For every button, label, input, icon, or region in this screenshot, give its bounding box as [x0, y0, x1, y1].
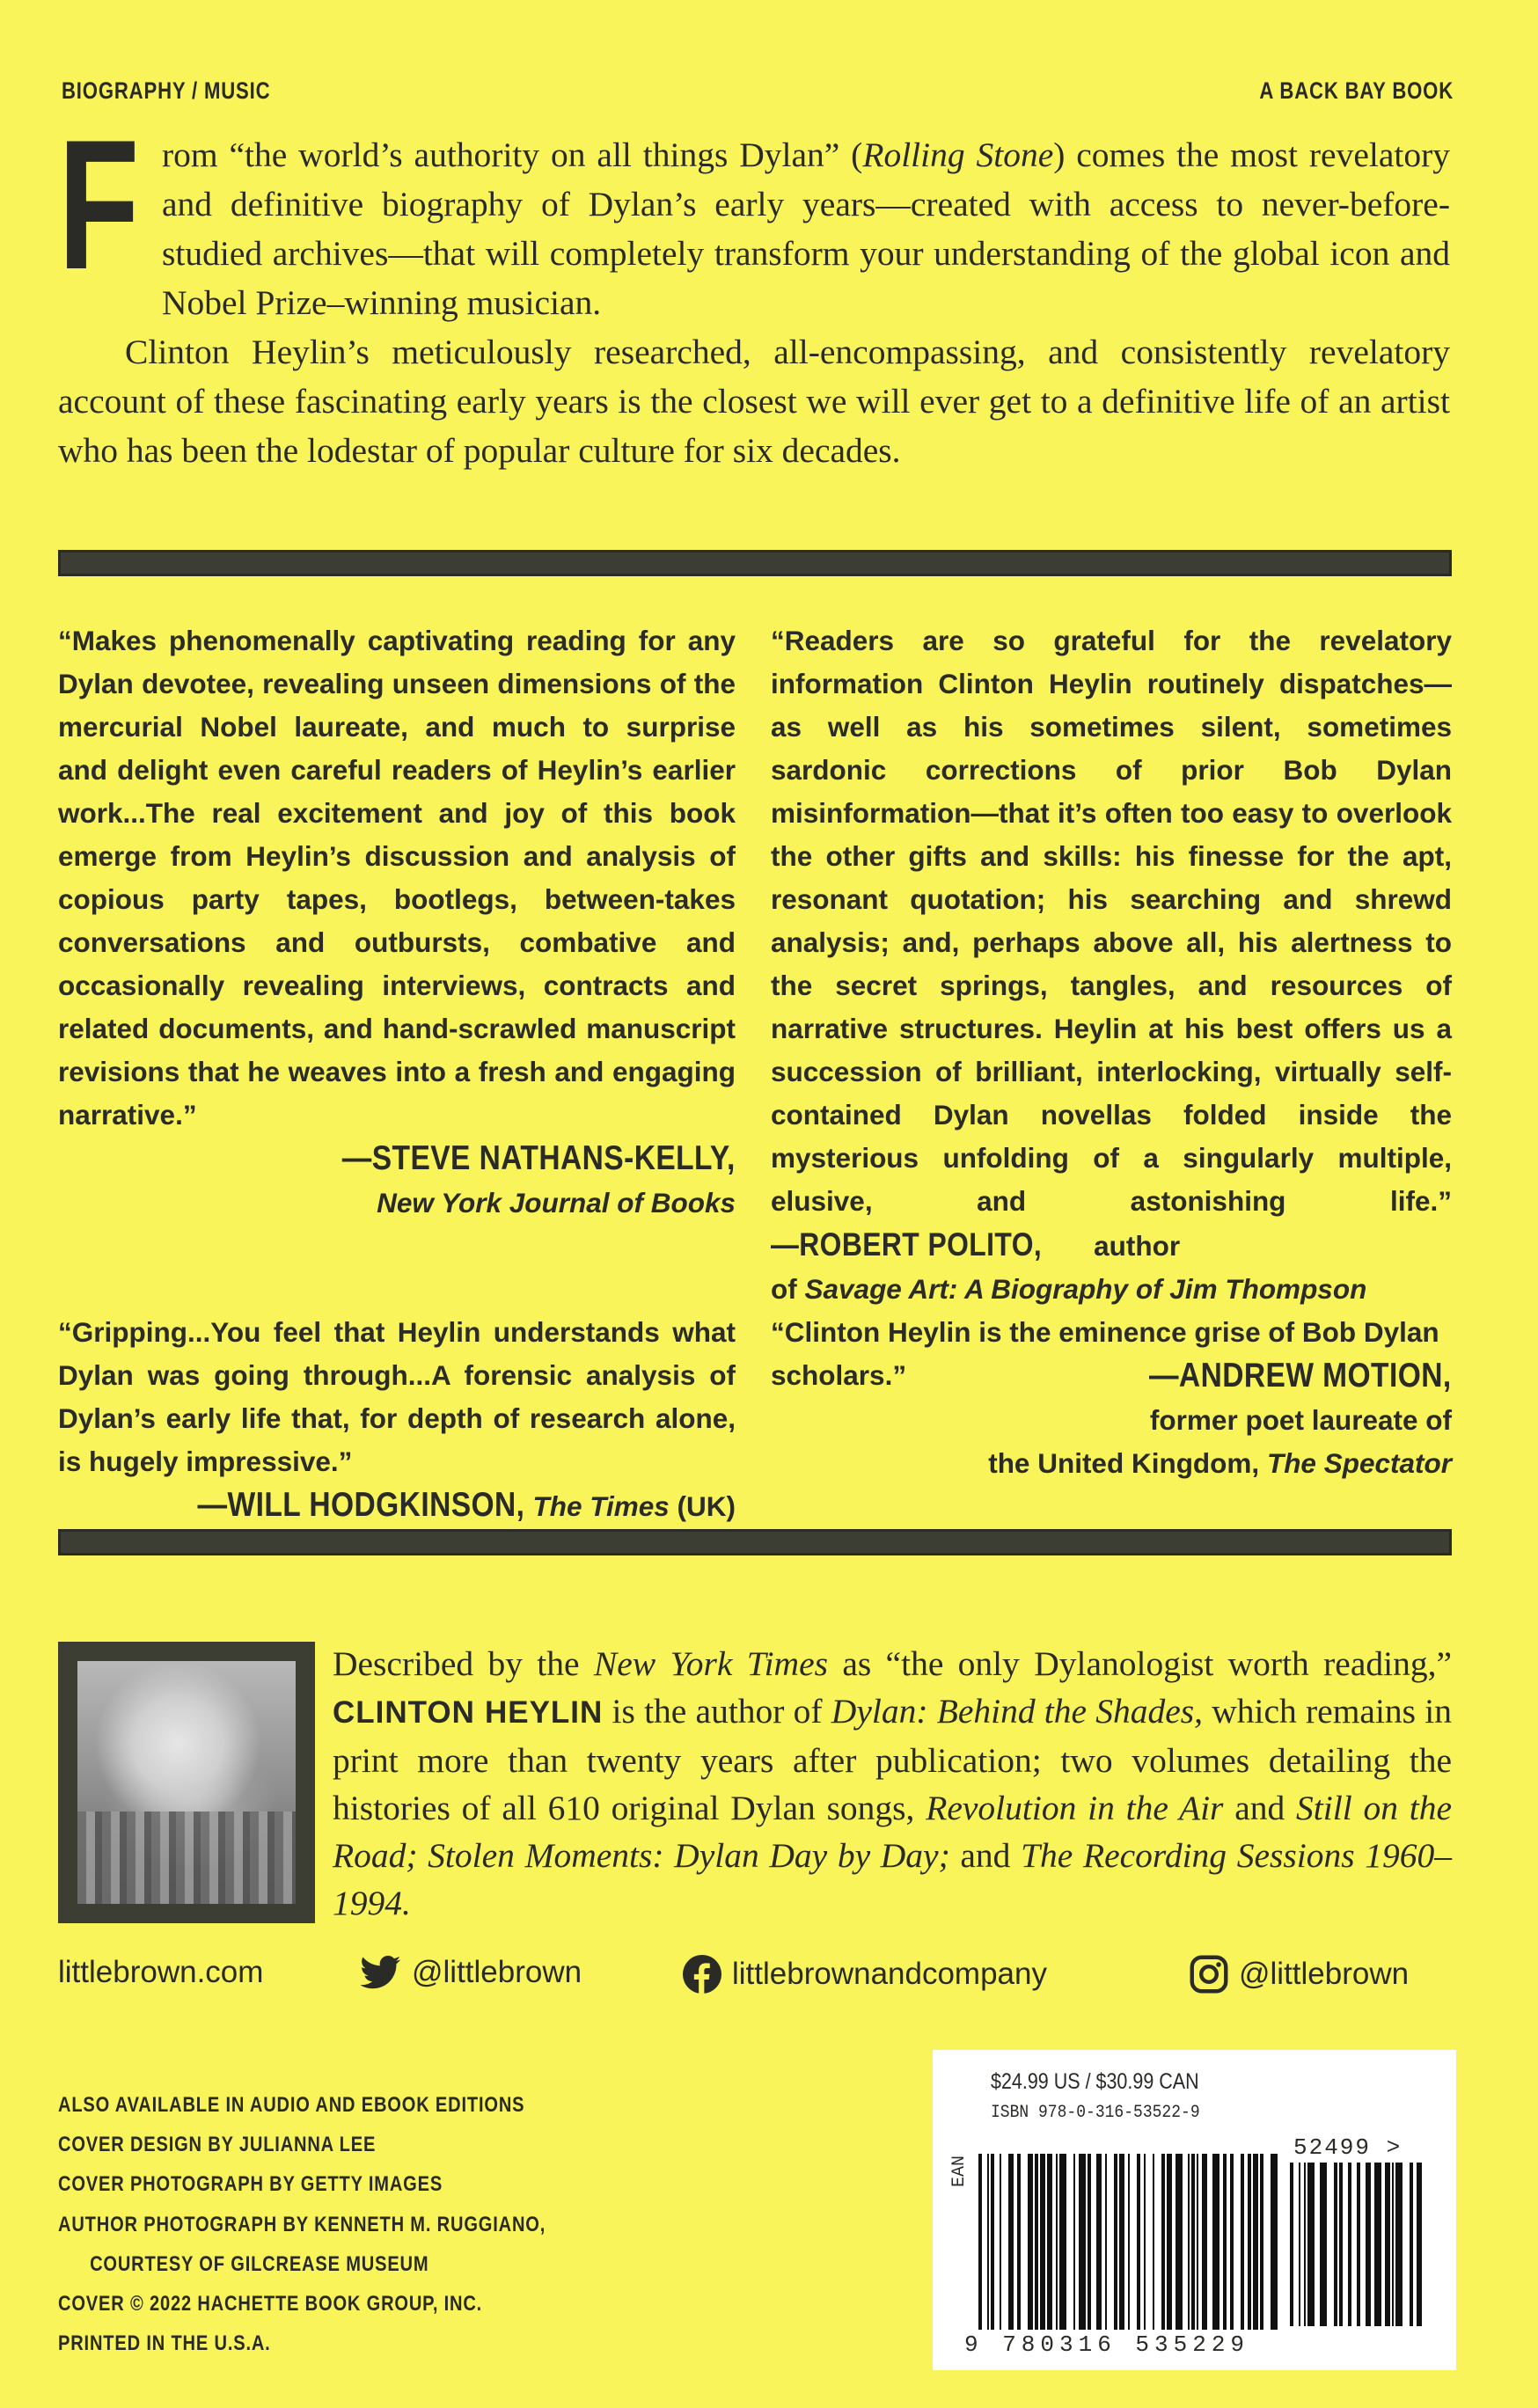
barcode-bar	[1271, 2154, 1278, 2330]
ean-barcode	[978, 2154, 1278, 2330]
bio-book-title: Dylan: Behind the Shades,	[831, 1692, 1204, 1731]
barcode-bar	[1040, 2154, 1045, 2330]
barcode-bar	[1223, 2154, 1227, 2330]
barcode-bar	[1385, 2163, 1390, 2326]
drop-cap: F	[58, 101, 140, 308]
review-quote	[771, 619, 1452, 1311]
barcode-bar	[1059, 2154, 1066, 2330]
barcode-bar	[1417, 2163, 1422, 2326]
twitter-link[interactable]	[361, 1955, 582, 1990]
barcode-bar	[1153, 2154, 1154, 2330]
barcode-bar	[1248, 2154, 1251, 2330]
barcode-bar	[978, 2154, 982, 2330]
quote-text: “Readers are so grateful for the revelatory information Clinton Heylin routinely dispatches—as well as his sometimes silent, sometimes sardonic corrections of prior Bob Dylan misinformation—that it’s often too easy to overlook the other gifts and skills: his finesse for the apt, resonant quotation; his searching and shrewd analysis; and, perhaps above all, his alertness to the secret springs, tangles, and resources of narrative structures. Heylin at his best offers us a succession of brilliant, interlocking, virtually self-contained Dylan novellas folded inside the mysterious unfolding of a singularly multiple, elusive, and astonishing life.”	[771, 625, 1452, 1217]
barcode-bar	[1119, 2154, 1124, 2330]
imprint-label: A BACK BAY BOOK	[1259, 77, 1454, 104]
quote-text: “Clinton Heylin is the eminence grise of Bob Dylan scholars.”	[771, 1316, 1439, 1391]
credit-line: AUTHOR PHOTOGRAPH BY KENNETH M. RUGGIANO,	[58, 2212, 546, 2236]
instagram-link[interactable]	[1190, 1955, 1409, 1994]
bio-text: which remains in print more than twenty years after publication; two volumes detailing the histories of all 610 original Dylan songs,	[333, 1692, 1452, 1827]
category-label: BIOGRAPHY / MUSIC	[62, 77, 271, 104]
instagram-handle: @littlebrown	[1239, 1957, 1410, 1991]
barcode-bar	[1167, 2154, 1172, 2330]
barcode-bar	[1334, 2163, 1337, 2326]
publication-country: (UK)	[677, 1490, 736, 1522]
bio-nyt: New York Times	[593, 1644, 828, 1683]
barcode-bar	[1000, 2154, 1001, 2330]
bio-text: Described by the	[333, 1644, 594, 1683]
credit-line: COVER © 2022 HACHETTE BOOK GROUP, INC.	[58, 2292, 483, 2317]
barcode-bar	[1290, 2163, 1293, 2326]
intro-blurb	[58, 101, 1450, 475]
ean-text: EAN	[949, 2155, 970, 2188]
review-quote	[58, 1311, 736, 1528]
social-links	[58, 1955, 1452, 2004]
reviewer-role: author	[1094, 1230, 1181, 1262]
author-bio	[333, 1640, 1452, 1927]
bio-book-title: Revolution in the Air	[926, 1789, 1224, 1827]
bio-text: and	[1223, 1789, 1297, 1827]
ean-label	[947, 2155, 973, 2197]
author-photo	[77, 1661, 296, 1904]
barcode-bar	[1212, 2154, 1219, 2330]
credit-line: COVER DESIGN BY JULIANNA LEE	[58, 2133, 377, 2157]
bio-book-title: Still on the Road; Stolen Moments: Dylan Day by Day;	[333, 1789, 1452, 1875]
publication-name: New York Journal of Books	[377, 1187, 736, 1219]
review-quote	[771, 1311, 1452, 1485]
barcode-bar	[1128, 2154, 1130, 2330]
quote-attribution	[58, 1483, 736, 1528]
reviewer-name: —ANDREW MOTION,	[1149, 1357, 1452, 1394]
bio-text: is the author of	[603, 1692, 831, 1731]
reviewer-work: Savage Art: A Biography of Jim Thompson	[804, 1273, 1367, 1305]
barcode-bar	[1410, 2163, 1413, 2326]
author-name: CLINTON HEYLIN	[333, 1695, 604, 1730]
divider-bar	[58, 550, 1452, 576]
barcode-bar	[1197, 2154, 1198, 2330]
barcode-bar	[1137, 2154, 1140, 2330]
bio-text: as “the only Dylanologist worth reading,”	[827, 1644, 1452, 1683]
barcode-bar	[1374, 2163, 1381, 2326]
review-quote	[58, 619, 736, 1225]
intro-text-cont: ) comes the most revelatory and definitive biography of Dylan’s early years—created with access to never-before-studied archives—that will completely transform your understanding of the global icon and Nobel Prize–winning musician.	[162, 135, 1450, 322]
barcode-bar	[1241, 2154, 1244, 2330]
intro-paragraph-2: Clinton Heylin’s meticulously researched, all-encompassing, and consistently revelatory account of these fascinating early years is the closest we will ever get to a definitive life of an artist who has been the lodestar of popular culture for six decades.	[58, 333, 1450, 470]
reviewer-of: of	[771, 1273, 797, 1305]
facebook-link[interactable]	[683, 1955, 1047, 1994]
twitter-handle: @littlebrown	[412, 1955, 582, 1989]
bio-book-title: The Recording Sessions 1960–1994.	[333, 1836, 1452, 1922]
barcode-bar	[1096, 2154, 1102, 2330]
barcode-bar	[1348, 2163, 1351, 2326]
barcode-bar	[1161, 2154, 1165, 2330]
barcode-bar	[1304, 2163, 1306, 2326]
quote-text: “Gripping...You feel that Heylin understands what Dylan was going through...A forensic analysis of Dylan’s early life that, for depth of research alone, is hugely impressive.”	[58, 1316, 736, 1477]
publication-name: The Times	[532, 1490, 670, 1522]
bio-text: and	[949, 1836, 1022, 1875]
barcode-bar	[1008, 2154, 1014, 2330]
reviewer-name: —ROBERT POLITO,	[771, 1226, 1043, 1263]
credit-line: COVER PHOTOGRAPH BY GETTY IMAGES	[58, 2172, 443, 2197]
barcode-bar	[1114, 2154, 1117, 2330]
barcode-bar	[1079, 2154, 1086, 2330]
reviewer-role-cont: the United Kingdom,	[988, 1447, 1260, 1479]
reviewer-name: —STEVE NATHANS-KELLY,	[342, 1139, 736, 1177]
website-text: littlebrown.com	[58, 1955, 264, 1989]
intro-source: Rolling Stone	[862, 135, 1054, 174]
reviewer-name: —WILL HODGKINSON,	[197, 1486, 525, 1524]
barcode-bar	[991, 2154, 994, 2330]
divider-bar	[58, 1529, 1452, 1555]
barcode-bar	[1395, 2163, 1403, 2326]
price-code: 52499 >	[1293, 2134, 1403, 2161]
barcode-bar	[1253, 2154, 1258, 2330]
barcode-bar	[1144, 2154, 1146, 2330]
barcode-bar	[1202, 2154, 1207, 2330]
credit-line: COURTESY OF GILCREASE MUSEUM	[90, 2251, 429, 2276]
price-barcode	[1290, 2163, 1431, 2326]
barcode-bar	[1028, 2154, 1033, 2330]
barcode-bar	[1230, 2154, 1234, 2330]
credit-line: ALSO AVAILABLE IN AUDIO AND EBOOK EDITIONS	[58, 2093, 525, 2117]
barcode-bar	[1017, 2154, 1021, 2330]
intro-text: rom “the world’s authority on all things Dylan” (	[162, 135, 863, 174]
barcode-bar	[1339, 2163, 1343, 2326]
twitter-icon	[361, 1955, 401, 1990]
barcode-bar	[987, 2154, 989, 2330]
price-text: $24.99 US / $30.99 CAN	[991, 2069, 1199, 2094]
isbn-text: ISBN 978-0-316-53522-9	[991, 2103, 1200, 2123]
author-photo-frame	[58, 1642, 315, 1923]
website-link[interactable]	[58, 1955, 263, 1990]
barcode-bar	[1073, 2154, 1075, 2330]
credits-block	[58, 2085, 546, 2363]
barcode-bar	[1392, 2163, 1394, 2326]
barcode-bar	[1191, 2154, 1195, 2330]
barcode-bar	[1260, 2154, 1263, 2330]
reviewer-role: former poet laureate of	[1149, 1404, 1452, 1436]
barcode-bar	[1175, 2154, 1183, 2330]
quote-attribution	[58, 1137, 736, 1225]
barcode-bar	[1105, 2154, 1107, 2330]
barcode-bar	[1366, 2163, 1371, 2326]
facebook-icon	[683, 1955, 721, 1994]
facebook-handle: littlebrownandcompany	[732, 1957, 1047, 1991]
barcode-bar	[1056, 2154, 1058, 2330]
barcode-bar	[1035, 2154, 1038, 2330]
barcode-bar	[1299, 2163, 1300, 2326]
instagram-icon	[1190, 1955, 1228, 1994]
barcode-bar	[1047, 2154, 1052, 2330]
quote-text: “Makes phenomenally captivating reading for any Dylan devotee, revealing unseen dimensions of the mercurial Nobel laureate, and much to surprise and delight even careful readers of Heylin’s earlier work...The real excitement and joy of this book emerge from Heylin’s discussion and analysis of copious party tapes, bootlegs, between-takes conversations and outbursts, combative and occasionally revealing interviews, contracts and related documents, and hand-scrawled manuscript revisions that he weaves into a fresh and engaging narrative.”	[58, 625, 736, 1131]
barcode-bar	[1307, 2163, 1315, 2326]
barcode-bar	[1088, 2154, 1091, 2330]
barcode-bar	[1188, 2154, 1190, 2330]
publication-name: The Spectator	[1266, 1447, 1452, 1479]
barcode-label	[933, 2050, 1456, 2370]
barcode-number: 9 780316 535229	[964, 2331, 1250, 2358]
credit-line: PRINTED IN THE U.S.A.	[58, 2331, 271, 2356]
barcode-bar	[1320, 2163, 1327, 2326]
barcode-bar	[1357, 2163, 1360, 2326]
